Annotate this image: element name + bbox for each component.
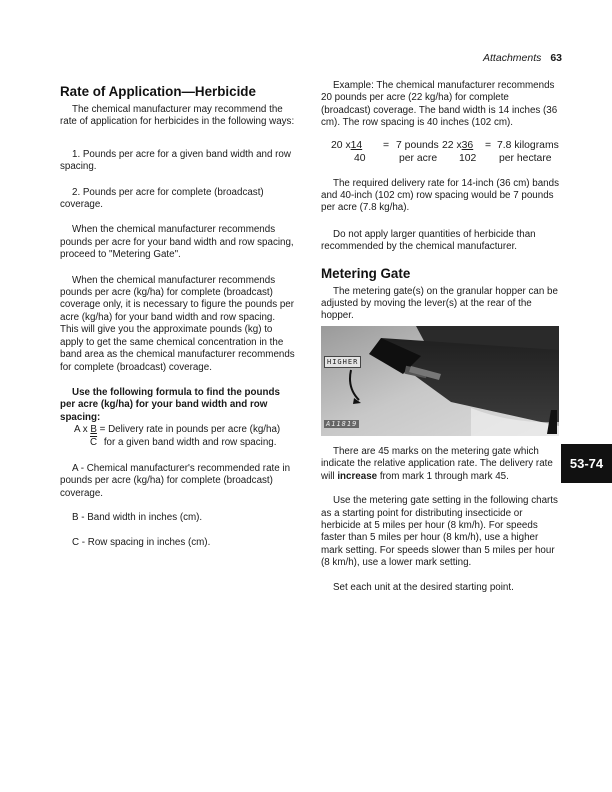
formula-heading: Use the following formula to find the pounds per acre (kg/ha) for your band width and row spacing: xyxy=(60,386,280,423)
required-rate-paragraph: The required delivery rate for 14-inch (36 cm) bands and 40-inch (102 cm) row spacing would be 7 pounds per acre (7.8 kg/ha). xyxy=(321,177,559,214)
photo-label-higher: HIGHER xyxy=(324,356,361,368)
formula-line1: = Delivery rate in pounds per acre (kg/ha) xyxy=(99,424,281,436)
band-paragraph: When the chemical manufacturer recommends pounds per acre for your band width and row spacing, proceed to "Metering Gate". xyxy=(60,224,294,261)
heading-metering-gate: Metering Gate xyxy=(321,265,411,281)
calc-right-result: 7.8 kilograms xyxy=(497,139,559,151)
formula-x: x xyxy=(82,424,88,436)
right-column xyxy=(321,80,559,323)
marks-paragraph: There are 45 marks on the metering gate which indicate the relative application rate. The delivery rate will increase from mark 1 through mark 45. xyxy=(321,446,553,482)
calc-right-numerator: 22 x 36 xyxy=(442,139,474,151)
formula-line2: for a given band width and row spacing. xyxy=(103,436,277,448)
metering-intro: The metering gate(s) on the granular hopper can be adjusted by moving the lever(s) at the rear of the hopper. xyxy=(321,285,558,322)
increase-word: increase xyxy=(337,470,378,482)
formula-a: A xyxy=(74,424,80,436)
section-tab: 53-74 xyxy=(561,444,612,483)
example-paragraph: Example: The chemical manufacturer recommends 20 pounds per acre (22 kg/ha) for complete (broadcast) coverage. The band width is 14 inches (36 cm). The row spacing is 40 inches (102 cm). xyxy=(321,80,558,129)
metering-gate-photo xyxy=(321,326,559,436)
calc-right-result-unit: per hectare xyxy=(499,152,552,164)
example-calculation xyxy=(321,140,559,168)
chart-paragraph: Use the metering gate setting in the following charts as a starting point for distributing insecticide or herbicide at 5 miles per hour (8 km/h). For speeds faster than 5 miles per hour (8 km/h), use a higher mark setting. For speeds slower than 5 miles per hour (8 km/h), use a lower mark setting. xyxy=(321,495,558,569)
page-number: 63 xyxy=(550,52,562,64)
calc-left-numerator: 20 x 14 xyxy=(331,139,363,151)
heading-rate-of-application: Rate of Application—Herbicide xyxy=(60,84,256,99)
formula xyxy=(74,424,296,449)
definition-c: C - Row spacing in inches (cm). xyxy=(72,536,211,548)
broadcast-paragraph: When the chemical manufacturer recommends pounds per acre (kg/ha) for complete (broadcast) coverage only, it is necessary to figure the pounds per acre (kg/ha) for your band width and row spacing. This will give you the approximate pounds (kg) to apply to get the same chemical concentration in the band area as the chemical manufacturer recommends for complete (broadcast) coverage. xyxy=(60,274,295,373)
list-item-2: 2. Pounds per acre for complete (broadcast) coverage. xyxy=(60,186,264,211)
page-header xyxy=(470,52,562,64)
calc-eq-2: = xyxy=(485,139,492,151)
calc-left-denominator: 40 xyxy=(354,152,366,164)
list-item-1: 1. Pounds per acre for a given band width and row spacing. xyxy=(60,148,291,173)
photo-figure-code: A11819 xyxy=(326,420,358,428)
set-each-paragraph: Set each unit at the desired starting point. xyxy=(333,581,514,593)
intro-paragraph: The chemical manufacturer may recommend the rate of application for herbicides in the following ways: xyxy=(60,104,295,128)
definition-b: B - Band width in inches (cm). xyxy=(72,512,203,524)
definition-a: A - Chemical manufacturer's recommended rate in pounds per acre (kg/ha) for complete (broadcast) coverage. xyxy=(60,462,291,499)
right-column-lower xyxy=(321,446,559,594)
calc-eq-1: = xyxy=(383,139,390,151)
section-title: Attachments xyxy=(483,52,542,64)
calc-left-result-unit: per acre xyxy=(399,152,438,164)
left-column xyxy=(60,84,296,549)
formula-b: B xyxy=(90,424,97,436)
calc-left-result: 7 pounds xyxy=(396,139,439,151)
warning-paragraph: Do not apply larger quantities of herbicide than recommended by the chemical manufacturer. xyxy=(321,228,536,253)
calc-right-denominator: 102 xyxy=(459,152,477,164)
formula-c: $\overline{C}$ xyxy=(90,436,98,448)
